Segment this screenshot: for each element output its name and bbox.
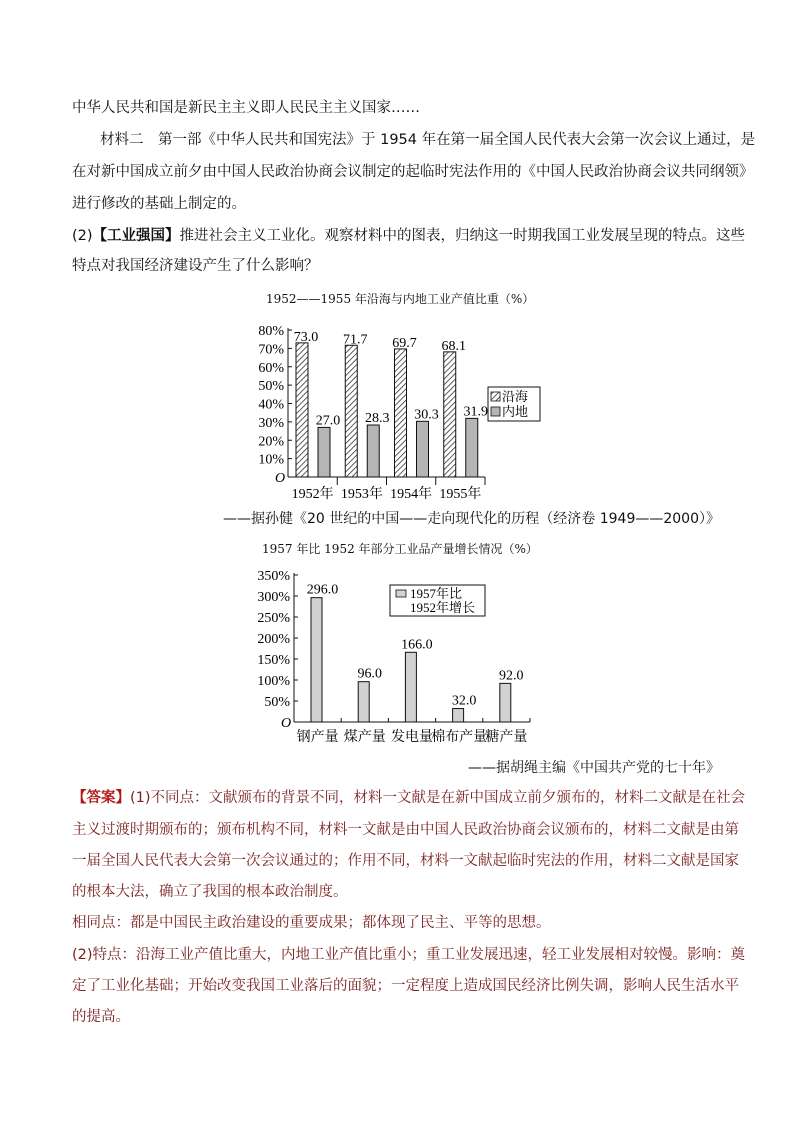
legend-swatch-inland — [491, 407, 500, 416]
chart-output-growth — [250, 567, 550, 747]
x-tick-label: 钢产量 — [296, 730, 339, 745]
chart1-source: ——据孙健《20 世纪的中国——走向现代化的历程（经济卷 1949——2000）》 — [223, 511, 720, 527]
chart2-source: ——据胡绳主编《中国共产党的七十年》 — [468, 760, 720, 776]
y-tick-label: 350% — [257, 569, 290, 584]
bar-coastal — [395, 349, 407, 477]
answer-line-5: 相同点：都是中国民主政治建设的重要成果；都体现了民主、平等的思想。 — [72, 915, 551, 931]
bar-inland — [417, 421, 429, 477]
answer-line-1 — [72, 788, 745, 808]
y-tick-label: 300% — [257, 590, 290, 605]
chart2-caption: 1957 年比 1952 年部分工业品产量增长情况（%） — [262, 542, 538, 556]
y-tick-label: 60% — [258, 360, 284, 376]
y-tick-label: 250% — [257, 611, 290, 626]
answer-line-4: 的根本大法，确立了我国的根本政治制度。 — [72, 884, 348, 900]
x-tick-label: 发电量 — [391, 730, 433, 745]
bar-label-inland: 30.3 — [414, 407, 439, 423]
answer-tag: 【答案】 — [72, 790, 130, 806]
y-tick-label: 50% — [258, 379, 284, 395]
legend-swatch-coastal — [491, 392, 500, 401]
y-tick-label: 200% — [257, 632, 290, 647]
y-tick-label: O — [281, 716, 292, 731]
question-two-line-2: 特点对我国经济建设产生了什么影响？ — [72, 258, 319, 274]
question-two-line-1 — [72, 226, 745, 246]
y-tick-label: 20% — [258, 434, 284, 450]
x-tick-label: 1953年 — [340, 487, 383, 502]
material-two-line-1: 材料二 第一部《中华人民共和国宪法》于 1954 年在第一届全国人民代表大会第一次会议上通过，是 — [100, 132, 756, 148]
legend-label-line-2: 1952年增长 — [410, 600, 476, 615]
bar-label-growth: 32.0 — [451, 693, 477, 709]
bar-label-coastal: 69.7 — [392, 335, 417, 351]
bar-growth — [453, 709, 464, 722]
y-tick-label: 30% — [258, 415, 284, 431]
y-tick-label: 150% — [257, 653, 290, 668]
bar-growth — [405, 652, 416, 722]
bar-coastal — [444, 352, 456, 477]
bar-label-inland: 27.0 — [315, 413, 341, 429]
legend-label-coastal: 沿海 — [502, 389, 529, 404]
material-two-line-3: 进行修改的基础上制定的。 — [72, 196, 246, 212]
answer-line-3: 一届全国人民代表大会第一次会议通过的；作用不同，材料一文献起临时宪法的作用，材料二文献是国家 — [72, 853, 739, 869]
y-tick-label: 80% — [258, 324, 284, 339]
question-number: (2) — [72, 228, 93, 244]
bar-label-growth: 296.0 — [306, 582, 339, 598]
x-tick-label: 糖产量 — [485, 730, 528, 745]
bar-growth — [500, 683, 511, 722]
x-tick-label: 1954年 — [390, 487, 433, 502]
bar-label-growth: 166.0 — [401, 637, 433, 653]
y-tick-label: 50% — [264, 695, 290, 710]
y-tick-label: 100% — [257, 674, 290, 689]
bar-label-growth: 92.0 — [499, 668, 524, 684]
answer-line-8: 的提高。 — [72, 1009, 130, 1025]
bar-label-inland: 28.3 — [365, 410, 390, 426]
y-tick-label: 10% — [258, 452, 284, 468]
legend-label-line-1: 1957年比 — [410, 586, 463, 601]
y-tick-label: 40% — [258, 397, 284, 413]
bar-inland — [466, 418, 478, 477]
answer-line-2: 主义过渡时期颁布的；颁布机构不同，材料一文献是由中国人民政治协商会议颁布的，材料二文献是由第 — [72, 822, 739, 838]
material-one-tail: 中华人民共和国是新民主主义即人民民主主义国家…… — [72, 100, 420, 116]
material-two-line-2: 在对新中国成立前夕由中国人民政治协商会议制定的起临时宪法作用的《中国人民政治协商会议共同纲领》 — [72, 164, 754, 180]
bar-coastal — [296, 343, 308, 477]
legend-swatch — [396, 590, 406, 597]
question-tag: 【工业强国】 — [92, 228, 180, 244]
x-tick-label: 煤产量 — [343, 730, 386, 745]
bar-label-inland: 31.9 — [463, 404, 488, 420]
answer-text: (1)不同点：文献颁布的背景不同，材料一文献是在新中国成立前夕颁布的，材料二文献是在社会 — [130, 790, 746, 806]
bar-inland — [367, 425, 379, 477]
bar-growth — [311, 598, 322, 722]
bar-coastal — [345, 345, 357, 477]
question-text: 推进社会主义工业化。观察材料中的图表，归纳这一时期我国工业发展呈现的特点。这些 — [179, 228, 746, 244]
x-tick-label: 1955年 — [439, 487, 482, 502]
x-tick-label: 1952年 — [291, 487, 334, 502]
answer-line-6: (2)特点：沿海工业产值比重大，内地工业产值比重小；重工业发展迅速，轻工业发展相对较慢。影响：奠 — [72, 947, 746, 963]
bar-label-coastal: 71.7 — [343, 332, 368, 348]
answer-line-7: 定了工业化基础；开始改变我国工业落后的面貌；一定程度上造成国民经济比例失调，影响人民生活水平 — [72, 978, 739, 994]
x-tick-label: 棉布产量 — [431, 730, 488, 745]
chart-coastal-inland — [248, 320, 529, 505]
y-tick-label: O — [275, 471, 286, 486]
y-tick-label: 70% — [258, 342, 284, 358]
legend-label-inland: 内地 — [502, 404, 529, 419]
bar-inland — [318, 427, 330, 477]
bar-label-coastal: 68.1 — [441, 338, 466, 354]
bar-growth — [358, 682, 369, 722]
bar-label-growth: 96.0 — [357, 666, 382, 682]
bar-label-coastal: 73.0 — [293, 329, 319, 345]
chart1-caption: 1952——1955 年沿海与内地工业产值比重（%） — [266, 292, 535, 306]
